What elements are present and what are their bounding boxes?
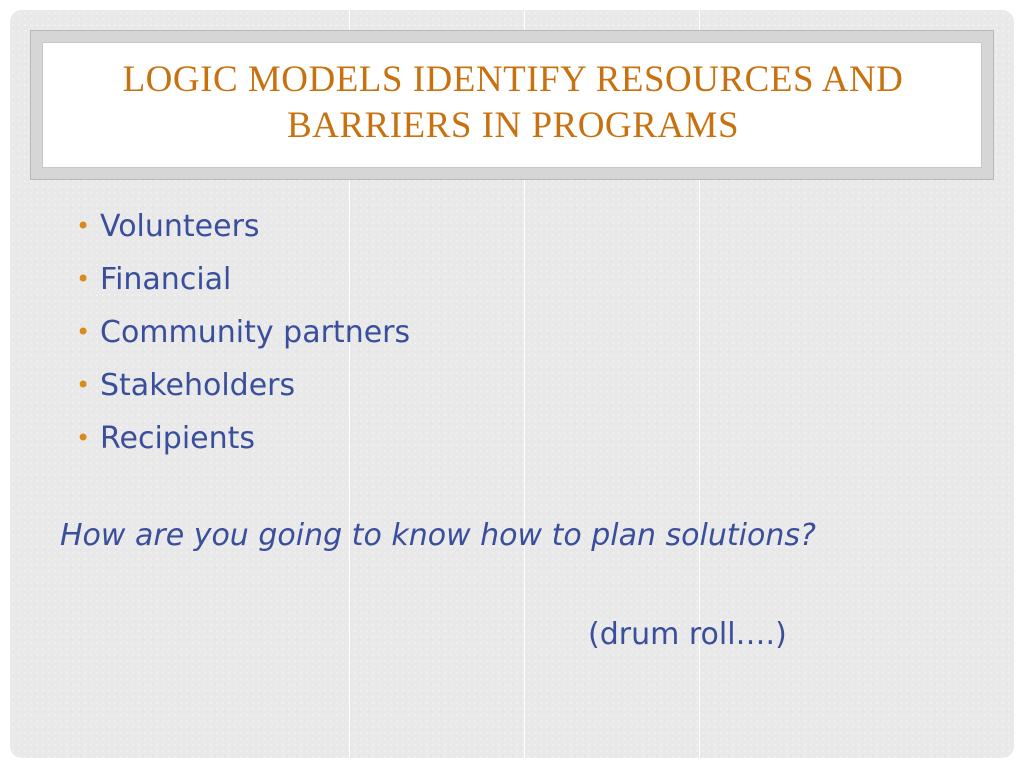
bullet-item (70, 359, 410, 412)
bullet-text: Volunteers (100, 209, 260, 244)
bullet-text: Stakeholders (100, 368, 296, 403)
bullet-item (70, 200, 410, 253)
question-text: How are you going to know how to plan solutions? (60, 518, 816, 553)
bullet-item (70, 253, 410, 306)
bullet-dot-icon: • (76, 371, 91, 399)
slide-title: LOGIC MODELS IDENTIFY RESOURCES AND BARRIERS IN PROGRAMS (122, 59, 904, 146)
bullet-dot-icon: • (76, 212, 91, 240)
bullet-item (70, 412, 410, 465)
slide (10, 10, 1014, 758)
bullet-item (70, 306, 410, 359)
bullet-dot-icon: • (76, 265, 91, 293)
title-frame (30, 30, 994, 180)
bullet-text: Recipients (100, 421, 256, 456)
title-box (42, 42, 982, 168)
bullet-dot-icon: • (76, 424, 91, 452)
bullet-text: Financial (100, 262, 232, 297)
bullet-dot-icon: • (76, 318, 91, 346)
bullet-list (70, 200, 410, 465)
bullet-text: Community partners (100, 315, 411, 350)
drumroll-text: (drum roll….) (588, 617, 787, 652)
